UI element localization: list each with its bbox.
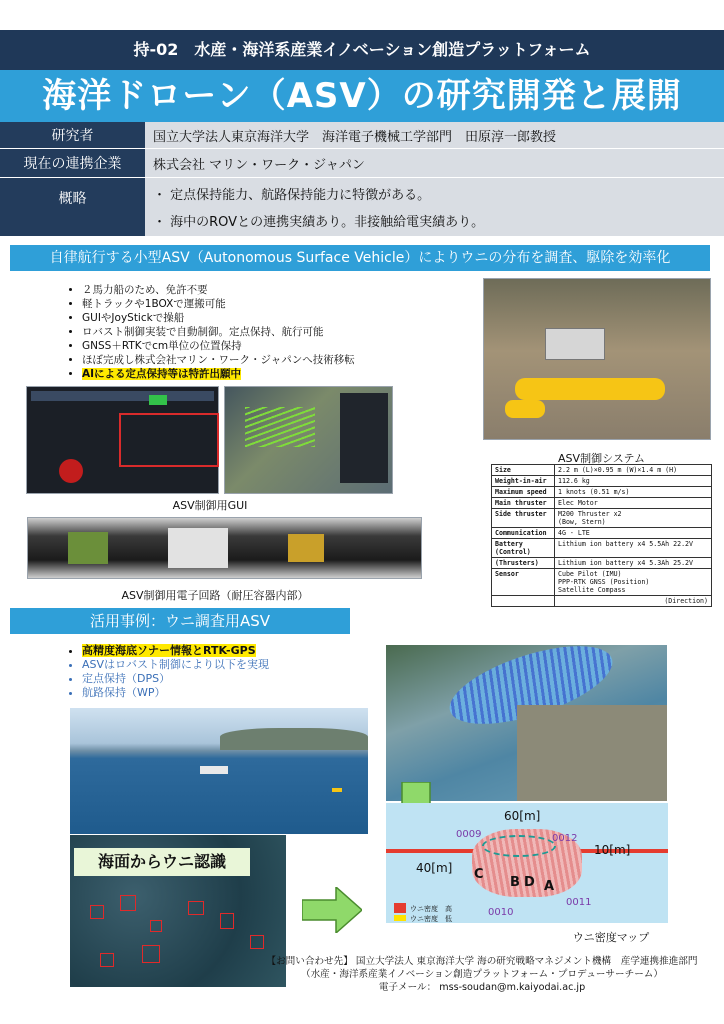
contact-footer <box>240 955 724 994</box>
aerial-sonar-photo <box>386 645 667 801</box>
patent-highlight: AIによる定点保持等は特許出願中 <box>82 368 242 380</box>
list-item: • ASVはロバスト制御により以下を実現 <box>82 658 364 672</box>
spec-value: Elec Motor <box>555 498 712 509</box>
route-loop <box>482 835 556 857</box>
sea-photo <box>70 708 368 834</box>
spec-key: Battery (Control) <box>492 539 555 558</box>
spec-value: 2.2 m (L)×0.95 m (W)×1.4 m (H) <box>555 465 712 476</box>
spec-key: Main thruster <box>492 498 555 509</box>
summary-item: ・ 海中のROVとの連携実績あり。非接触給電実績あり。 <box>153 211 484 230</box>
researcher-row <box>0 122 724 149</box>
gui-toolbar <box>31 391 214 401</box>
asv-hull-box <box>545 328 605 360</box>
area-label: B <box>510 875 520 890</box>
spec-value: M200 Thruster x2 (Bow, Stern) <box>555 509 712 528</box>
density-map-caption: ウニ密度マップ <box>572 931 650 944</box>
spec-row <box>492 498 712 509</box>
list-item: • 定点保持（DPS） <box>82 672 364 686</box>
list-item <box>82 644 364 658</box>
page-title: 海洋ドローン（ASV）の研究開発と展開 <box>0 70 724 122</box>
company-label: 現在の連携企業 <box>0 149 145 177</box>
route-lines <box>245 407 315 447</box>
circuit-photo <box>27 517 422 579</box>
detection-box <box>120 895 136 911</box>
spec-key: Weight-in-air <box>492 476 555 487</box>
researcher-label: 研究者 <box>0 122 145 148</box>
spec-key: Maximum speed <box>492 487 555 498</box>
spec-row <box>492 539 712 558</box>
section-banner-asv: 自律航行する小型ASV（Autonomous Surface Vehicle）によりウニの分布を調査、駆除を効率化 <box>10 245 710 271</box>
contact-line: （水産・海洋系産業イノベーション創造プラットフォーム・プロデューサーチーム） <box>301 969 663 980</box>
spec-value: 1 knots (0.51 m/s) <box>555 487 712 498</box>
company-row <box>0 149 724 178</box>
spec-value: 112.6 kg <box>555 476 712 487</box>
spec-key: (Thrusters) <box>492 558 555 569</box>
spec-row <box>492 528 712 539</box>
detection-box <box>100 953 114 967</box>
gui-panel-highlight <box>119 413 219 467</box>
usecase-list <box>64 644 364 700</box>
spec-direction: (Direction) <box>555 596 712 607</box>
spec-title: ASV制御システム <box>558 452 645 465</box>
spec-row <box>492 487 712 498</box>
spec-key: Side thruster <box>492 509 555 528</box>
list-item <box>82 367 394 381</box>
spec-value: 4G - LTE <box>555 528 712 539</box>
gui-screenshot-map <box>224 386 393 494</box>
spec-row <box>492 465 712 476</box>
status-indicator <box>149 395 167 405</box>
list-item: • 航路保持（WP） <box>82 686 364 700</box>
area-label: D <box>524 875 535 890</box>
map-width-label: 60[m] <box>504 809 541 823</box>
asv-at-sea <box>332 788 342 792</box>
legend-mid-swatch <box>394 915 406 921</box>
feature-list <box>64 283 394 381</box>
circuit-board <box>68 532 108 564</box>
list-item: • ほぼ完成し株式会社マリン・ワーク・ジャパンへ技術移転 <box>82 353 394 367</box>
summary-label: 概略 <box>0 178 145 236</box>
list-item: • GNSS＋RTKでcm単位の位置保持 <box>82 339 394 353</box>
spec-table <box>491 464 712 607</box>
spec-key: Communication <box>492 528 555 539</box>
detection-box <box>90 905 104 919</box>
researcher-value: 国立大学法人東京海洋大学 海洋電子機械工学部門 田原淳一郎教授 <box>145 122 724 148</box>
legend-high-swatch <box>394 903 406 913</box>
gui-screenshot-control <box>26 386 219 494</box>
legend-high-label: ウニ密度 高 <box>410 905 452 913</box>
list-item: • GUIやJoyStickで操船 <box>82 311 394 325</box>
list-item: • 軽トラックや1BOXで運搬可能 <box>82 297 394 311</box>
boat <box>200 766 228 774</box>
area-label: A <box>544 879 555 894</box>
detection-box <box>188 901 204 915</box>
coastal-town <box>517 705 667 801</box>
asv-float <box>515 378 665 400</box>
spec-row <box>492 569 712 596</box>
circuit-caption: ASV制御用電子回路（耐圧容器内部） <box>121 589 309 602</box>
summary-list <box>145 178 724 236</box>
spec-value: Lithium ion battery x4 5.5Ah 22.2V <box>555 539 712 558</box>
detection-box <box>220 913 234 929</box>
summary-row <box>0 178 724 237</box>
map-id-label: 0011 <box>566 897 592 908</box>
summary-item: ・ 定点保持能力、航路保持能力に特徴がある。 <box>153 184 430 203</box>
map-height-label: 40[m] <box>416 861 453 875</box>
map-depth-label: 10[m] <box>594 843 631 857</box>
urchin-recognition-label: 海面からウニ認識 <box>74 848 250 876</box>
contact-line: 【お問い合わせ先】 国立大学法人 東京海洋大学 海の研究戦略マネジメント機構 産学連携推進部門 <box>266 956 698 967</box>
urchin-density-map <box>386 803 668 923</box>
spec-key: Size <box>492 465 555 476</box>
arrow-right-icon <box>302 887 362 933</box>
map-id-label: 0012 <box>552 833 578 844</box>
area-label: C <box>474 867 484 882</box>
list-item: • ２馬力船のため、免許不要 <box>82 283 394 297</box>
spec-key: Sensor <box>492 569 555 596</box>
gui-side-panel <box>340 393 388 483</box>
spec-row <box>492 558 712 569</box>
circuit-module <box>168 528 228 568</box>
detection-box <box>150 920 162 932</box>
map-id-label: 0009 <box>456 829 482 840</box>
sonar-highlight: 高精度海底ソナー情報とRTK-GPS <box>82 644 256 657</box>
spec-row <box>492 596 712 607</box>
detection-box <box>142 945 160 963</box>
detection-box <box>250 935 264 949</box>
circuit-part <box>288 534 324 562</box>
asv-float-front <box>505 400 545 418</box>
spec-value: Cube Pilot (IMU) PPP-RTK GNSS (Position) Satellite Compass <box>555 569 712 596</box>
info-table <box>0 122 724 237</box>
harbor-hill <box>220 728 368 750</box>
section-banner-usecase: 活用事例：ウニ調査用ASV <box>10 608 350 634</box>
list-item: • ロバスト制御実装で自動制御。定点保持、航行可能 <box>82 325 394 339</box>
company-value: 株式会社 マリン・ワーク・ジャパン <box>145 149 724 177</box>
compass-icon <box>59 459 83 483</box>
spec-row <box>492 509 712 528</box>
spec-key <box>492 596 555 607</box>
platform-subtitle: 持-02 水産・海洋系産業イノベーション創造プラットフォーム <box>0 30 724 70</box>
map-id-label: 0010 <box>488 907 514 918</box>
spec-row <box>492 476 712 487</box>
gui-caption: ASV制御用GUI <box>172 499 248 512</box>
spec-value: Lithium ion battery x4 5.3Ah 25.2V <box>555 558 712 569</box>
contact-email[interactable]: 電子メール： mss-soudan@m.kaiyodai.ac.jp <box>378 982 586 993</box>
legend-low-label: ウニ密度 低 <box>410 915 452 923</box>
